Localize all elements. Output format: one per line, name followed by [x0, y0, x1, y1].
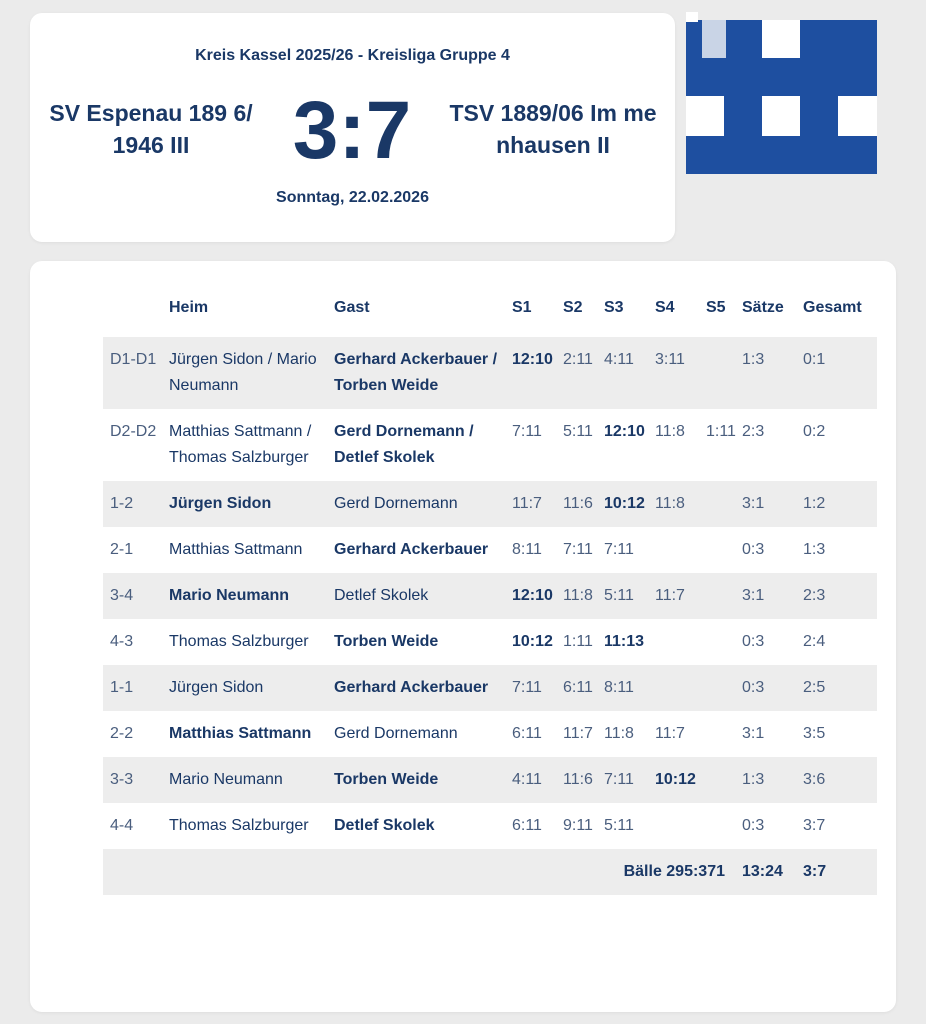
cell-s5: [699, 711, 735, 757]
cell-saetze: 2:3: [742, 423, 765, 440]
cell-heim[interactable]: Mario Neumann: [162, 757, 327, 803]
cell-s3: 11:8: [604, 725, 634, 742]
total-balls: Bälle 295:371: [103, 849, 735, 895]
cell-gast[interactable]: Torben Weide: [334, 633, 439, 650]
cell-s3: 4:11: [597, 337, 648, 409]
cell-s5: [699, 527, 735, 573]
cell-saetze: 0:3: [735, 665, 796, 711]
home-team-name[interactable]: SV Espenau 189 6/1946 III: [49, 100, 253, 158]
cell-heim[interactable]: Jürgen Sidon: [162, 665, 327, 711]
table-row: [103, 803, 877, 849]
cell-s1: 12:10: [505, 573, 556, 619]
cell-nr: 4-3: [110, 633, 134, 650]
cell-s1: 10:12: [512, 633, 553, 650]
col-s5: S5: [706, 299, 726, 316]
cell-s1: 12:10: [505, 337, 556, 409]
col-heim: Heim: [169, 299, 209, 316]
table-row: [103, 665, 877, 711]
cell-nr: 3-3: [103, 757, 162, 803]
cell-s1: 7:11: [505, 665, 556, 711]
cell-s2: 1:11: [563, 633, 593, 650]
cell-nr: D2-D2: [110, 423, 157, 440]
match-details-card: [30, 261, 896, 1012]
cell-s2: 11:6: [556, 481, 597, 527]
cell-gast[interactable]: Torben Weide: [327, 757, 505, 803]
cell-nr: 2-2: [110, 725, 134, 742]
league-title: Kreis Kassel 2025/26 - Kreisliga Gruppe 4: [195, 47, 510, 64]
cell-s4: [648, 527, 699, 573]
cell-heim[interactable]: Matthias Sattmann: [169, 725, 312, 742]
away-team-name[interactable]: TSV 1889/06 Im menhausen II: [449, 100, 657, 158]
cell-gesamt: 2:5: [796, 665, 877, 711]
cell-s2: 2:11: [556, 337, 597, 409]
cell-s4: [648, 665, 699, 711]
cell-s2: 11:7: [563, 725, 593, 742]
cell-gesamt: 3:6: [796, 757, 877, 803]
cell-heim[interactable]: Jürgen Sidon / Mario Neumann: [162, 337, 327, 409]
cell-s5: [699, 573, 735, 619]
cell-saetze: 3:1: [742, 725, 765, 742]
cell-s1: 6:11: [512, 725, 542, 742]
cell-s3: 12:10: [604, 423, 645, 440]
cell-nr: 1-2: [103, 481, 162, 527]
cell-saetze: 0:3: [742, 541, 765, 558]
cell-gesamt: 3:7: [803, 817, 826, 834]
total-saetze: 13:24: [735, 849, 796, 895]
cell-s1: 11:7: [505, 481, 556, 527]
col-gesamt: Gesamt: [803, 299, 862, 316]
cell-s2: 11:6: [556, 757, 597, 803]
cell-gast[interactable]: Detlef Skolek: [327, 573, 505, 619]
cell-s5: [699, 803, 735, 849]
table-row: [103, 619, 877, 665]
cell-saetze: 0:3: [742, 817, 765, 834]
cell-gesamt: 0:1: [796, 337, 877, 409]
cell-s5: [699, 481, 735, 527]
cell-saetze: 0:3: [742, 633, 765, 650]
club-logo: [686, 12, 877, 174]
cell-heim[interactable]: Matthias Sattmann: [169, 541, 303, 558]
cell-saetze: 1:3: [735, 337, 796, 409]
cell-gesamt: 1:2: [796, 481, 877, 527]
col-s4: S4: [655, 299, 675, 316]
cell-gast[interactable]: Detlef Skolek: [334, 817, 435, 834]
cell-gesamt: 0:2: [803, 423, 826, 440]
cell-gast[interactable]: Gerd Dornemann / Detlef Skolek: [334, 423, 474, 466]
cell-s3: 8:11: [597, 665, 648, 711]
cell-gast[interactable]: Gerhard Ackerbauer / Torben Weide: [327, 337, 505, 409]
table-row: [103, 757, 877, 803]
cell-nr: 3-4: [103, 573, 162, 619]
cell-s2: 5:11: [563, 423, 593, 440]
cell-nr: 2-1: [110, 541, 134, 558]
cell-gast[interactable]: Gerd Dornemann: [327, 481, 505, 527]
table-row: [103, 711, 877, 757]
match-table: [103, 279, 877, 895]
table-row: [103, 527, 877, 573]
cell-s2: 6:11: [556, 665, 597, 711]
cell-heim[interactable]: Thomas Salzburger: [169, 633, 309, 650]
cell-saetze: 1:3: [735, 757, 796, 803]
cell-gast[interactable]: Gerhard Ackerbauer: [334, 541, 489, 558]
table-header-row: [103, 279, 877, 337]
col-s2: S2: [563, 299, 583, 316]
cell-s5: [699, 665, 735, 711]
cell-s3: 5:11: [597, 573, 648, 619]
cell-s2: 11:8: [556, 573, 597, 619]
cell-s5: [699, 619, 735, 665]
col-s3: S3: [604, 299, 624, 316]
cell-s1: 7:11: [512, 423, 542, 440]
cell-gast[interactable]: Gerd Dornemann: [334, 725, 458, 742]
table-row: [103, 337, 877, 409]
cell-heim[interactable]: Thomas Salzburger: [169, 817, 309, 834]
cell-nr: 1-1: [103, 665, 162, 711]
match-header-card: [30, 13, 675, 242]
col-saetze: Sätze: [742, 299, 784, 316]
cell-s4: 3:11: [648, 337, 699, 409]
cell-gesamt: 2:4: [803, 633, 826, 650]
totals-row: [103, 849, 877, 895]
cell-gesamt: 2:3: [796, 573, 877, 619]
cell-saetze: 3:1: [735, 481, 796, 527]
table-row: [103, 573, 877, 619]
cell-s4: [648, 803, 699, 849]
cell-s1: 4:11: [505, 757, 556, 803]
cell-s4: 11:7: [655, 725, 685, 742]
table-row: [103, 409, 877, 481]
cell-saetze: 3:1: [735, 573, 796, 619]
cell-s3: 5:11: [604, 817, 634, 834]
cell-s3: 7:11: [604, 541, 634, 558]
cell-s1: 6:11: [512, 817, 542, 834]
cell-gesamt: 3:5: [803, 725, 826, 742]
match-date: Sonntag, 22.02.2026: [276, 189, 429, 206]
cell-s2: 9:11: [563, 817, 593, 834]
cell-heim[interactable]: Mario Neumann: [162, 573, 327, 619]
cell-s5: 1:11: [706, 423, 736, 440]
cell-s2: 7:11: [563, 541, 593, 558]
match-score: 3:7: [292, 85, 412, 176]
cell-s4: [648, 619, 699, 665]
col-s1: S1: [512, 299, 532, 316]
cell-s5: [699, 337, 735, 409]
cell-s1: 8:11: [512, 541, 542, 558]
col-gast: Gast: [334, 299, 370, 316]
cell-s5: [699, 757, 735, 803]
cell-heim[interactable]: Matthias Sattmann / Thomas Salzburger: [169, 423, 312, 466]
cell-s4: 11:7: [648, 573, 699, 619]
cell-nr: 4-4: [110, 817, 134, 834]
cell-gesamt: 1:3: [803, 541, 826, 558]
total-gesamt: 3:7: [796, 849, 877, 895]
cell-s4: 11:8: [655, 423, 685, 440]
cell-gast[interactable]: Gerhard Ackerbauer: [327, 665, 505, 711]
cell-nr: D1-D1: [103, 337, 162, 409]
cell-s3: 11:13: [604, 633, 645, 650]
cell-s4: 11:8: [648, 481, 699, 527]
cell-s4: 10:12: [648, 757, 699, 803]
col-nr: [103, 279, 162, 337]
cell-heim[interactable]: Jürgen Sidon: [162, 481, 327, 527]
cell-s3: 7:11: [597, 757, 648, 803]
table-row: [103, 481, 877, 527]
cell-s3: 10:12: [597, 481, 648, 527]
